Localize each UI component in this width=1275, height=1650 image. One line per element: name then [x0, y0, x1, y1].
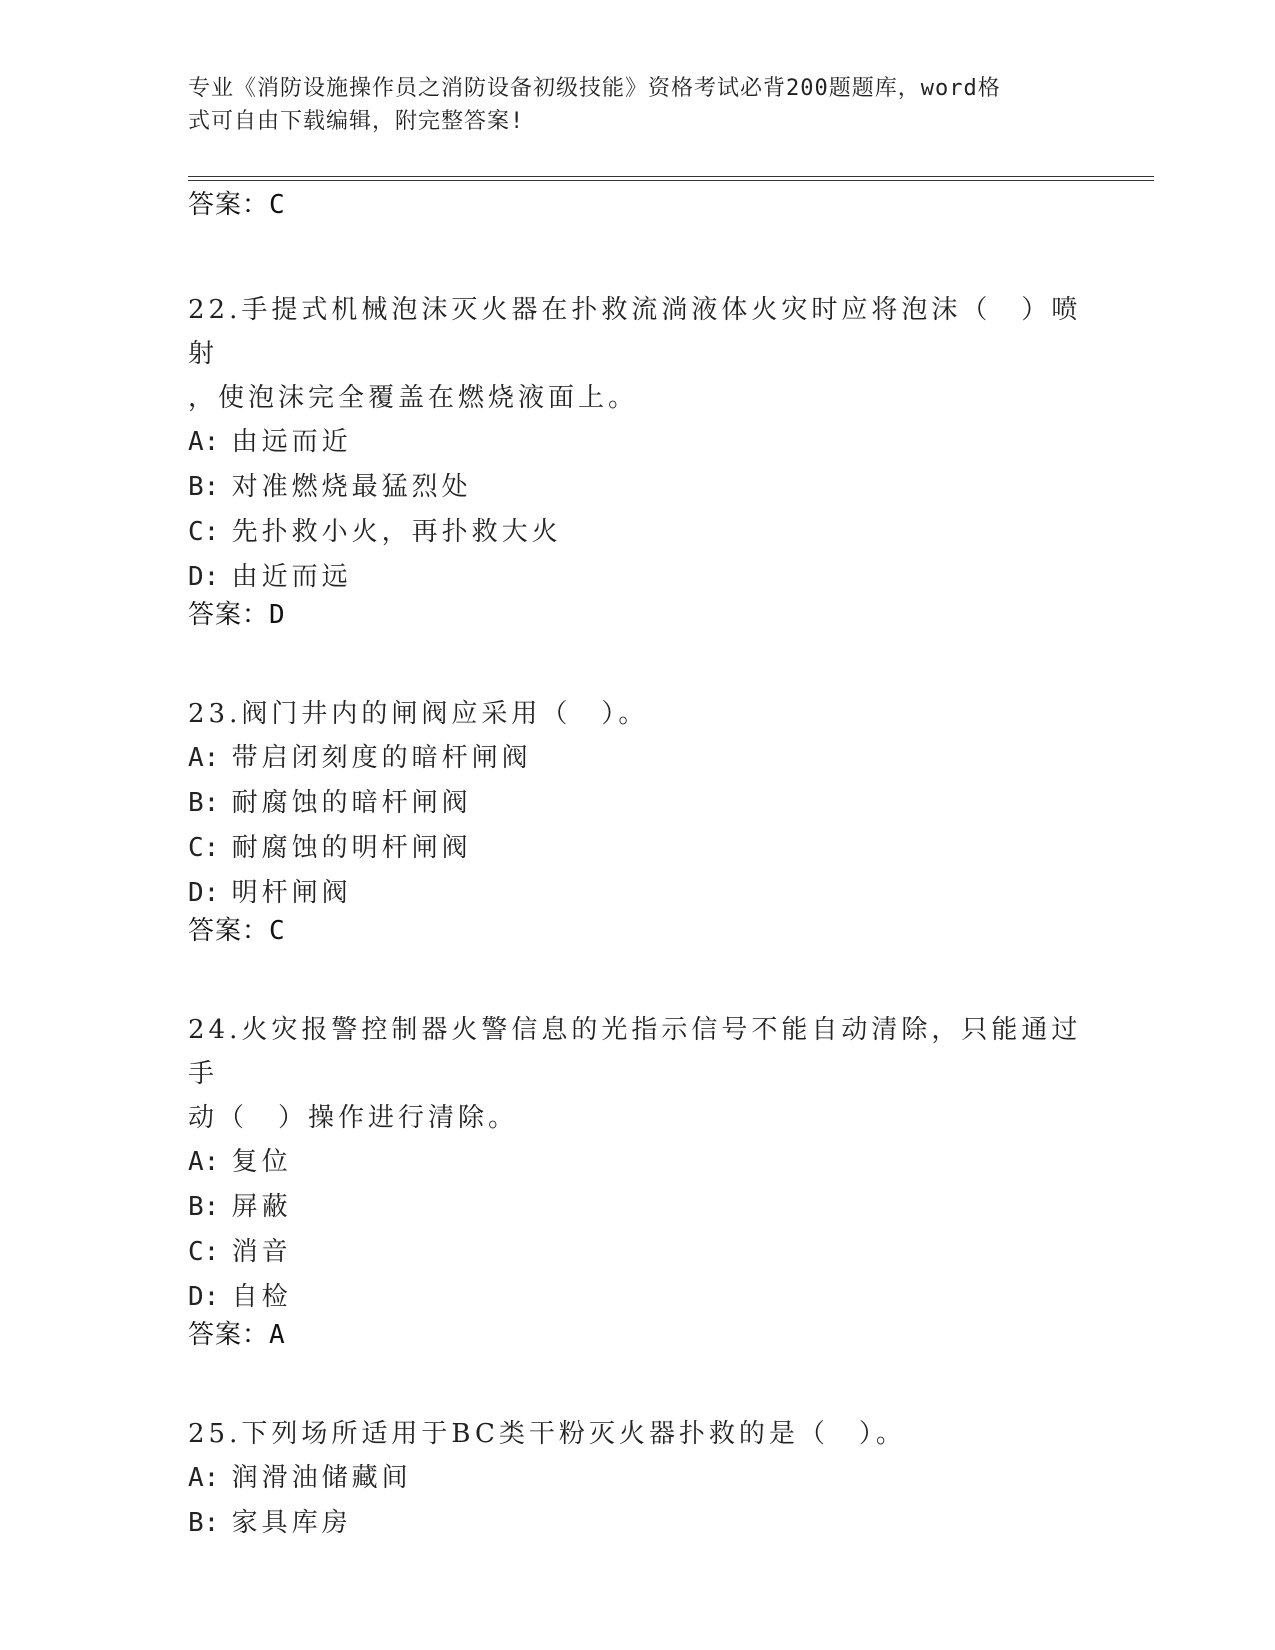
- header-line-2: 式可自由下载编辑，附完整答案!: [188, 109, 525, 134]
- option-letter: A:: [188, 1147, 220, 1177]
- answer-value: C: [269, 190, 285, 220]
- option-text: 消音: [231, 1237, 292, 1267]
- question-stem: [188, 288, 1088, 420]
- option-letter: A:: [188, 743, 220, 773]
- option-b: [188, 1501, 1088, 1546]
- header-line-1: 专业《消防设施操作员之消防设备初级技能》资格考试必背200题题库，word格: [188, 76, 1001, 101]
- option-a: [188, 1140, 1088, 1185]
- option-letter: C:: [188, 833, 220, 863]
- option-letter: C:: [188, 517, 220, 547]
- question-item: [188, 1412, 1088, 1546]
- option-d: [188, 871, 1088, 916]
- option-d: [188, 1275, 1088, 1320]
- question-list: [188, 190, 1088, 1546]
- question-item: [188, 692, 1088, 946]
- header-divider: [188, 176, 1154, 181]
- question-item: [188, 1008, 1088, 1350]
- option-letter: B:: [188, 1508, 220, 1538]
- option-b: [188, 465, 1088, 510]
- option-c: [188, 510, 1088, 555]
- option-letter: A:: [188, 1463, 220, 1493]
- option-text: 润滑油储藏间: [231, 1463, 412, 1493]
- option-text: 自检: [231, 1282, 292, 1312]
- option-c: [188, 1230, 1088, 1275]
- option-a: [188, 736, 1088, 781]
- answer-label: 答案：: [188, 1320, 270, 1350]
- question-stem-line: 25.下列场所适用于BC类干粉灭火器扑救的是（ ）。: [188, 1419, 906, 1449]
- option-text: 明杆闸阀: [231, 878, 352, 908]
- answer-value: C: [269, 916, 285, 946]
- answer-line: [188, 1320, 1088, 1350]
- question-stem-line: 22.手提式机械泡沫灭火器在扑救流淌液体火灾时应将泡沫（ ）喷射: [188, 295, 1082, 369]
- option-d: [188, 555, 1088, 600]
- option-text: 家具库房: [231, 1508, 352, 1538]
- answer-label: 答案：: [188, 916, 270, 946]
- option-text: 复位: [231, 1147, 292, 1177]
- option-a: [188, 1456, 1088, 1501]
- answer-line: [188, 916, 1088, 946]
- answer-value: D: [269, 600, 285, 630]
- question-stem-line: 24.火灾报警控制器火警信息的光指示信号不能自动清除，只能通过手: [188, 1015, 1082, 1089]
- option-letter: B:: [188, 472, 220, 502]
- option-text: 屏蔽: [231, 1192, 292, 1222]
- question-stem: [188, 692, 1088, 736]
- option-text: 带启闭刻度的暗杆闸阀: [231, 743, 532, 773]
- option-text: 先扑救小火，再扑救大火: [231, 517, 562, 547]
- option-letter: D:: [188, 878, 220, 908]
- option-letter: D:: [188, 1282, 220, 1312]
- option-text: 耐腐蚀的明杆闸阀: [231, 833, 472, 863]
- option-text: 由近而远: [231, 562, 352, 592]
- option-letter: B:: [188, 1192, 220, 1222]
- option-c: [188, 826, 1088, 871]
- answer-line: [188, 600, 1088, 630]
- question-item: [188, 288, 1088, 630]
- question-stem-line: 动（ ）操作进行清除。: [188, 1103, 519, 1133]
- question-stem: [188, 1412, 1088, 1456]
- question-stem: [188, 1008, 1088, 1140]
- option-b: [188, 1185, 1088, 1230]
- option-a: [188, 420, 1088, 465]
- option-letter: D:: [188, 562, 220, 592]
- option-text: 对准燃烧最猛烈处: [231, 472, 472, 502]
- option-letter: C:: [188, 1237, 220, 1267]
- answer-label: 答案：: [188, 190, 270, 220]
- document-header: [188, 72, 1088, 138]
- answer-line: [188, 190, 1088, 220]
- question-stem-line: 23.阀门井内的闸阀应采用（ ）。: [188, 699, 649, 729]
- question-stem-line: ，使泡沫完全覆盖在燃烧液面上。: [188, 383, 639, 413]
- option-b: [188, 781, 1088, 826]
- answer-value: A: [269, 1320, 285, 1350]
- option-text: 由远而近: [231, 427, 352, 457]
- option-text: 耐腐蚀的暗杆闸阀: [231, 788, 472, 818]
- answer-label: 答案：: [188, 600, 270, 630]
- option-letter: B:: [188, 788, 220, 818]
- option-letter: A:: [188, 427, 220, 457]
